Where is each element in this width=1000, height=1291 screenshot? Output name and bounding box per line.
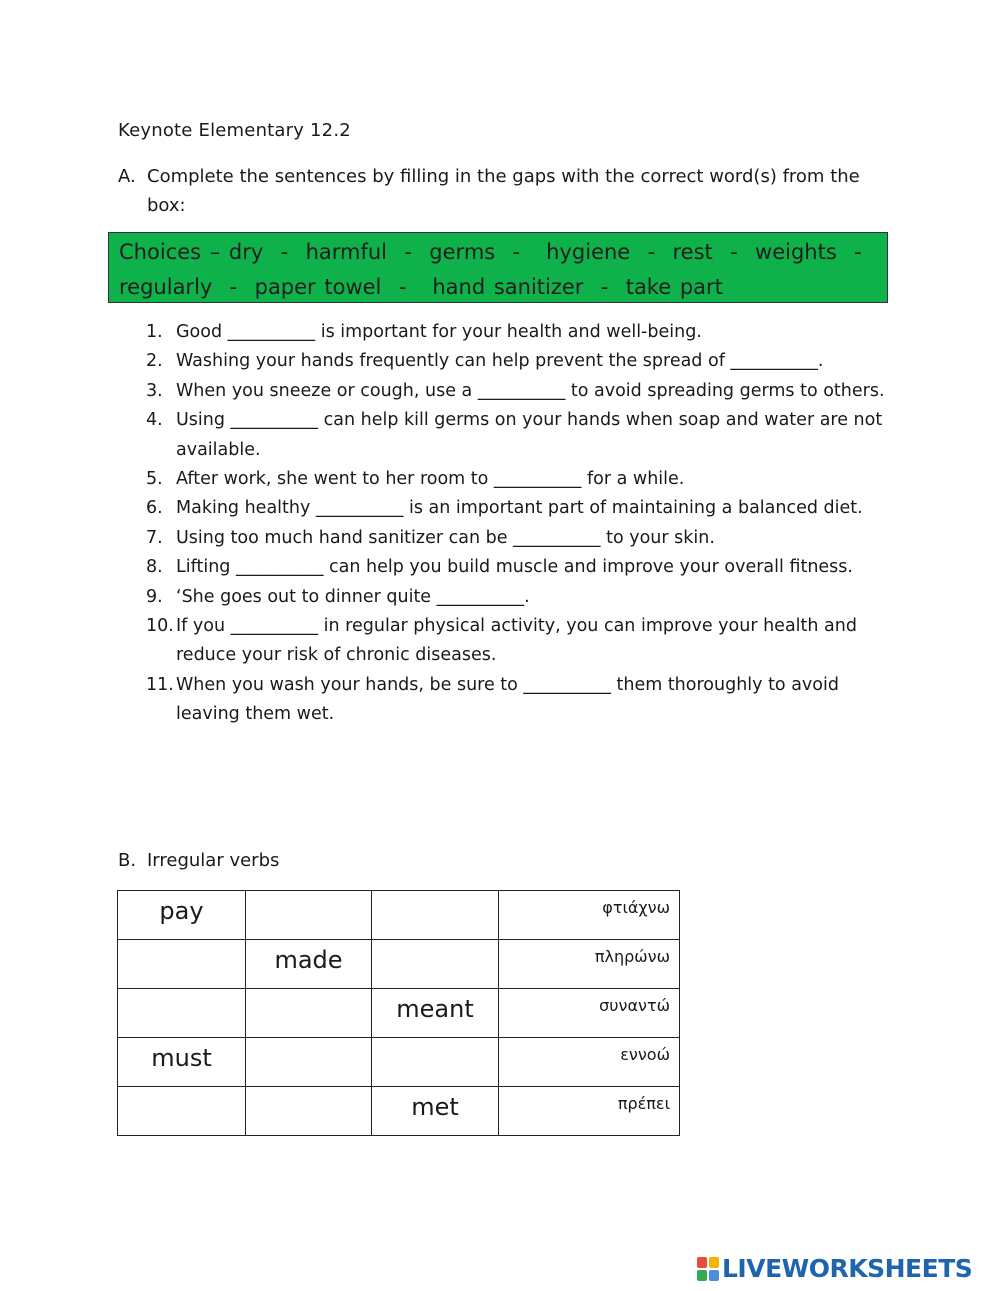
section-a-instruction-text: Complete the sentences by filling in the gaps with the correct word(s) from the box:: [147, 166, 860, 216]
question-number: 7.: [146, 527, 163, 548]
question-item: [146, 612, 888, 671]
table-row: [118, 940, 680, 989]
irregular-verbs-table: [117, 890, 680, 1136]
question-text: When you sneeze or cough, use a __________ to avoid spreading germs to others.: [176, 380, 885, 401]
verb-word: met: [411, 1093, 459, 1121]
question-item: [146, 377, 888, 406]
logo-block-red: [697, 1257, 707, 1268]
logo-block-blue: [709, 1270, 719, 1281]
liveworksheets-logo-text: LIVEWORKSHEETS: [722, 1254, 973, 1283]
past-participle-cell[interactable]: [372, 989, 499, 1038]
section-a-instruction: [118, 162, 888, 220]
choices-line-1: Choices – dry - harmful - germs - hygiene - rest - weights -: [119, 240, 862, 264]
base-form-cell[interactable]: [118, 1038, 246, 1087]
base-form-cell[interactable]: [118, 891, 246, 940]
greek-meaning-cell: [499, 1087, 680, 1136]
past-simple-cell[interactable]: [246, 940, 372, 989]
liveworksheets-logo-icon: [697, 1257, 719, 1281]
worksheet-title: Keynote Elementary 12.2: [118, 120, 351, 141]
question-item: [146, 347, 888, 376]
logo-block-green: [697, 1270, 707, 1281]
question-text: Using __________ can help kill germs on your hands when soap and water are not available.: [176, 410, 883, 460]
choices-line-2: regularly - paper towel - hand sanitizer - take part: [119, 275, 723, 299]
greek-word: πληρώνω: [594, 946, 670, 966]
past-simple-cell[interactable]: [246, 989, 372, 1038]
question-number: 9.: [146, 586, 163, 607]
question-item: [146, 671, 888, 730]
question-item: [146, 318, 888, 347]
section-b-marker: B.: [118, 850, 137, 871]
past-simple-cell[interactable]: [246, 1038, 372, 1087]
question-number: 1.: [146, 322, 163, 342]
question-number: 8.: [146, 557, 163, 578]
question-number: 4.: [146, 410, 163, 431]
logo-block-yellow: [709, 1257, 719, 1268]
greek-meaning-cell: [499, 940, 680, 989]
base-form-cell[interactable]: [118, 940, 246, 989]
base-form-cell[interactable]: [118, 1087, 246, 1136]
verb-word: meant: [396, 995, 474, 1023]
past-participle-cell[interactable]: [372, 1087, 499, 1136]
greek-word: εννοώ: [620, 1044, 670, 1064]
question-text: ‘She goes out to dinner quite __________.: [176, 586, 530, 607]
question-item: [146, 406, 888, 465]
table-row: [118, 1038, 680, 1087]
question-text: Good __________ is important for your health and well-being.: [176, 322, 702, 342]
question-text: Making healthy __________ is an important part of maintaining a balanced diet.: [176, 498, 863, 519]
verb-word: must: [151, 1044, 212, 1072]
table-row: [118, 891, 680, 940]
past-participle-cell[interactable]: [372, 1038, 499, 1087]
liveworksheets-logo: [697, 1254, 972, 1283]
table-row: [118, 989, 680, 1038]
question-text: Lifting __________ can help you build muscle and improve your overall fitness.: [176, 557, 853, 578]
past-simple-cell[interactable]: [246, 1087, 372, 1136]
greek-word: φτιάχνω: [602, 897, 670, 917]
verb-word: pay: [159, 897, 204, 925]
greek-word: πρέπει: [617, 1093, 670, 1113]
question-text: If you __________ in regular physical activity, you can improve your health and reduce your risk of chronic diseases.: [176, 616, 857, 666]
table-row: [118, 1087, 680, 1136]
question-number: 2.: [146, 351, 163, 372]
greek-meaning-cell: [499, 989, 680, 1038]
section-a-marker: A.: [118, 166, 136, 187]
section-b-heading: [118, 850, 279, 871]
word-choices-box: [108, 232, 888, 303]
question-text: Using too much hand sanitizer can be __________ to your skin.: [176, 527, 715, 548]
question-text: Washing your hands frequently can help prevent the spread of __________.: [176, 351, 824, 372]
question-item: [146, 465, 888, 494]
question-item: [146, 524, 888, 553]
question-number: 5.: [146, 469, 163, 490]
greek-word: συναντώ: [599, 995, 670, 1015]
question-text: When you wash your hands, be sure to __________ them thoroughly to avoid leaving them wet.: [176, 674, 839, 725]
question-item: [146, 583, 888, 612]
past-simple-cell[interactable]: [246, 891, 372, 940]
question-number: 6.: [146, 498, 163, 519]
question-number: 3.: [146, 380, 163, 401]
verb-word: made: [274, 946, 343, 974]
past-participle-cell[interactable]: [372, 940, 499, 989]
question-number: 11.: [146, 674, 174, 695]
question-item: [146, 553, 888, 582]
question-text: After work, she went to her room to __________ for a while.: [176, 469, 685, 490]
past-participle-cell[interactable]: [372, 891, 499, 940]
base-form-cell[interactable]: [118, 989, 246, 1038]
question-item: [146, 494, 888, 523]
question-list: [146, 318, 888, 730]
greek-meaning-cell: [499, 891, 680, 940]
section-b-title: Irregular verbs: [147, 850, 280, 871]
greek-meaning-cell: [499, 1038, 680, 1087]
question-number: 10.: [146, 616, 174, 637]
